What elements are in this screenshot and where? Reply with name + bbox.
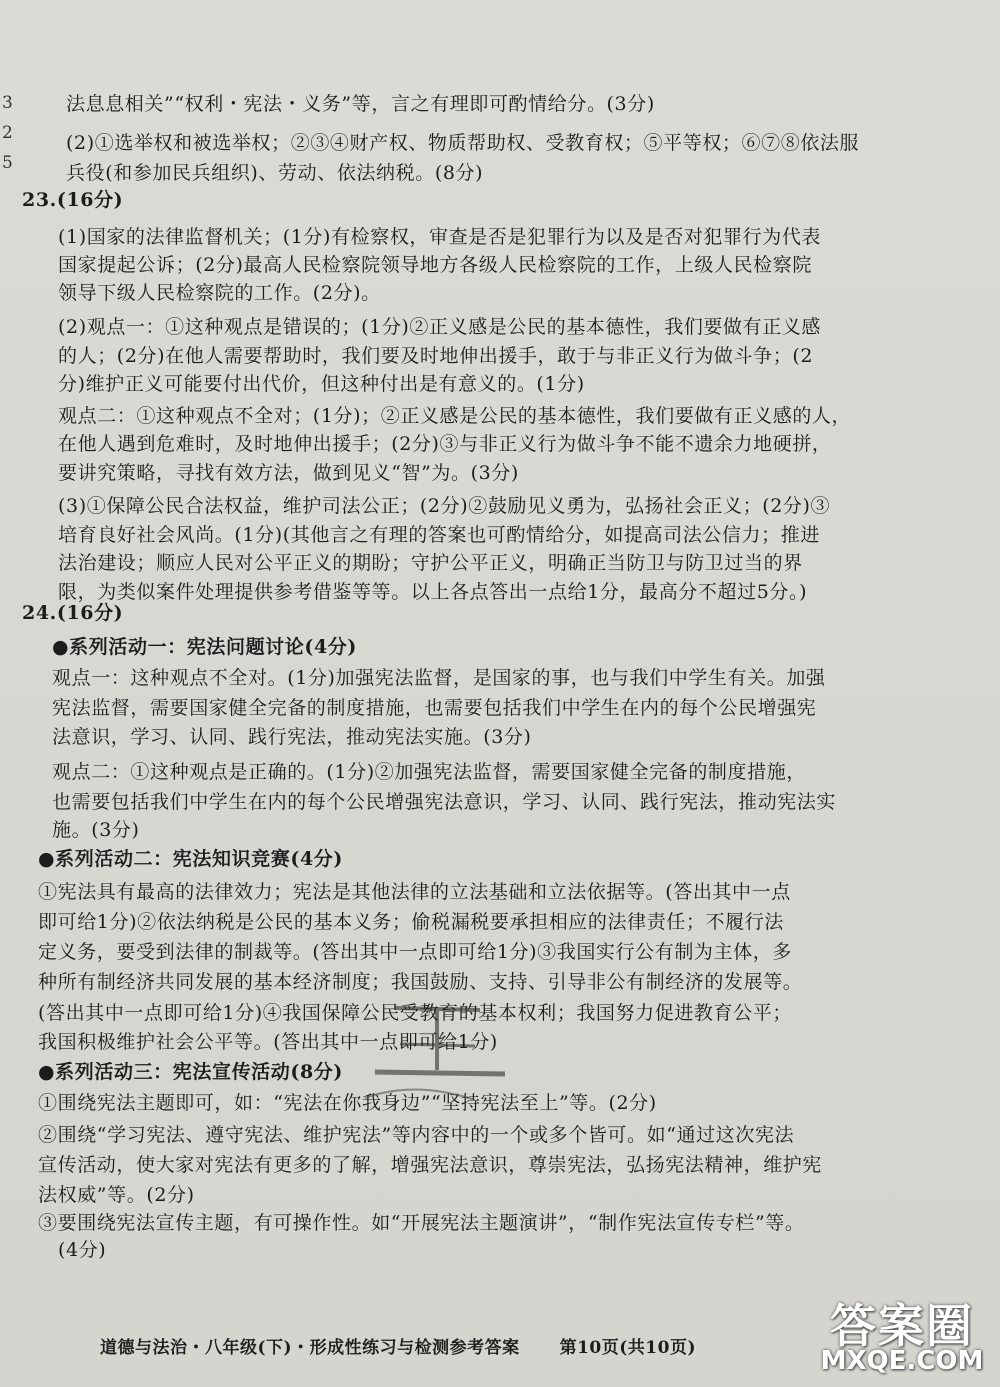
margin-mark: 2: [2, 123, 13, 143]
text-line: ①围绕宪法主题即可，如：“宪法在你我身边”“坚持宪法至上”等。(2分): [38, 1092, 657, 1114]
text-line: 施。(3分): [52, 819, 140, 841]
text-line: 分)维护正义可能要付出代价，但这种付出是有意义的。(1分): [58, 373, 585, 395]
question-heading: 23.(16分): [22, 189, 124, 211]
text-line: 观点二：①这种观点是正确的。(1分)②加强宪法监督，需要国家健全完备的制度措施，: [52, 761, 806, 783]
text-line: 宣传活动，使大家对宪法有更多的了解，增强宪法意识，尊崇宪法，弘扬宪法精神，维护宪: [38, 1154, 823, 1176]
watermark-domain: MXQE.COM: [820, 1346, 984, 1376]
text-line: 培育良好社会风尚。(1分)(其他言之有理的答案也可酌情给分，如提高司法公信力；推进: [58, 524, 820, 546]
text-line: 领导下级人民检察院的工作。(2分)。: [58, 282, 381, 304]
text-line: 限，为类似案件处理提供参考借鉴等等。以上各点答出一点给1分，最高分不超过5分。): [58, 581, 808, 603]
text-line: 兵役(和参加民兵组织)、劳动、依法纳税。(8分): [66, 162, 484, 184]
text-line: (3)①保障公民合法权益，维护司法公正；(2分)②鼓励见义勇为，弘扬社会正义；(2分)③: [58, 495, 831, 517]
margin-mark: 5: [2, 153, 13, 173]
text-line: 观点二：①这种观点不全对；(1分)；②正义感是公民的基本德性，我们要做有正义感的人，: [58, 405, 852, 427]
text-line: (4分): [58, 1239, 107, 1261]
text-line: 种所有制经济共同发展的基本经济制度；我国鼓励、支持、引导非公有制经济的发展等。: [38, 971, 803, 993]
text-line: 即可给1分)②依法纳税是公民的基本义务；偷税漏税要承担相应的法律责任；不履行法: [38, 911, 784, 933]
text-line: ①宪法具有最高的法律效力；宪法是其他法律的立法基础和立法依据等。(答出其中一点: [38, 881, 791, 903]
text-line: 的人；(2分)在他人需要帮助时，我们要及时地伸出援手，敢于与非正义行为做斗争；(2: [58, 345, 814, 367]
text-line: 要讲究策略，寻找有效方法，做到见义“智”为。(3分): [58, 462, 519, 484]
text-line: 宪法监督，需要国家健全完备的制度措施，也需要包括我们中学生在内的每个公民增强宪: [52, 697, 817, 719]
text-line: 法意识，学习、认同、践行宪法，推动宪法实施。(3分): [52, 726, 532, 748]
text-line: 定义务，要受到法律的制裁等。(答出其中一点即可给1分)③我国实行公有制为主体，多: [38, 941, 792, 963]
text-line: 法息息相关”“权利・宪法・义务”等，言之有理即可酌情给分。(3分): [66, 93, 655, 115]
text-line: (2)①选举权和被选举权；②③④财产权、物质帮助权、受教育权；⑤平等权；⑥⑦⑧依法服: [66, 132, 860, 154]
watermark-text: 答案圈: [830, 1299, 974, 1353]
text-line: 法权威”等。(2分): [38, 1184, 195, 1206]
text-line: ③要围绕宪法宣传主题，有可操作性。如“开展宪法主题演讲”，“制作宪法宣传专栏”等。: [38, 1212, 805, 1234]
text-line: 也需要包括我们中学生在内的每个公民增强宪法意识，学习、认同、践行宪法，推动宪法实: [52, 791, 837, 813]
text-line: 在他人遇到危难时，及时地伸出援手；(2分)③与非正义行为做斗争不能不遗余力地硬拼，: [58, 433, 832, 455]
stamp-mark: [355, 1000, 525, 1110]
page-footer: [100, 1333, 696, 1358]
text-line: 观点一：这种观点不全对。(1分)加强宪法监督，是国家的事，也与我们中学生有关。加强: [52, 667, 826, 689]
text-line: (1)国家的法律监督机关；(1分)有检察权，审查是否是犯罪行为以及是否对犯罪行为代表: [58, 226, 822, 248]
text-line: ②围绕“学习宪法、遵守宪法、维护宪法”等内容中的一个或多个皆可。如“通过这次宪法: [38, 1124, 795, 1146]
text-line: (答出其中一点即可给1分)④我国保障公民受教育的基本权利；我国努力促进教育公平；: [38, 1002, 792, 1024]
footer-title: 道德与法治・八年级(下)・形成性练习与检测参考答案: [100, 1338, 520, 1358]
activity-heading: ●系列活动二：宪法知识竞赛(4分): [38, 848, 343, 870]
activity-heading: ●系列活动三：宪法宣传活动(8分): [38, 1061, 343, 1083]
activity-heading: ●系列活动一：宪法问题讨论(4分): [52, 636, 357, 658]
text-line: 我国积极维护社会公平等。(答出其中一点即可给1分): [38, 1031, 498, 1053]
text-line: 法治建设；顺应人民对公平正义的期盼；守护公平正义，明确正当防卫与防卫过当的界: [58, 552, 803, 574]
text-line: 国家提起公诉；(2分)最高人民检察院领导地方各级人民检察院的工作，上级人民检察院: [58, 254, 812, 276]
text-line: (2)观点一：①这种观点是错误的；(1分)②正义感是公民的基本德性，我们要做有正义感: [58, 316, 822, 338]
page-number: 第10页(共10页): [559, 1338, 696, 1358]
margin-mark: 3: [2, 93, 13, 113]
question-heading: 24.(16分): [22, 602, 124, 624]
watermark-logo: [812, 1290, 992, 1382]
